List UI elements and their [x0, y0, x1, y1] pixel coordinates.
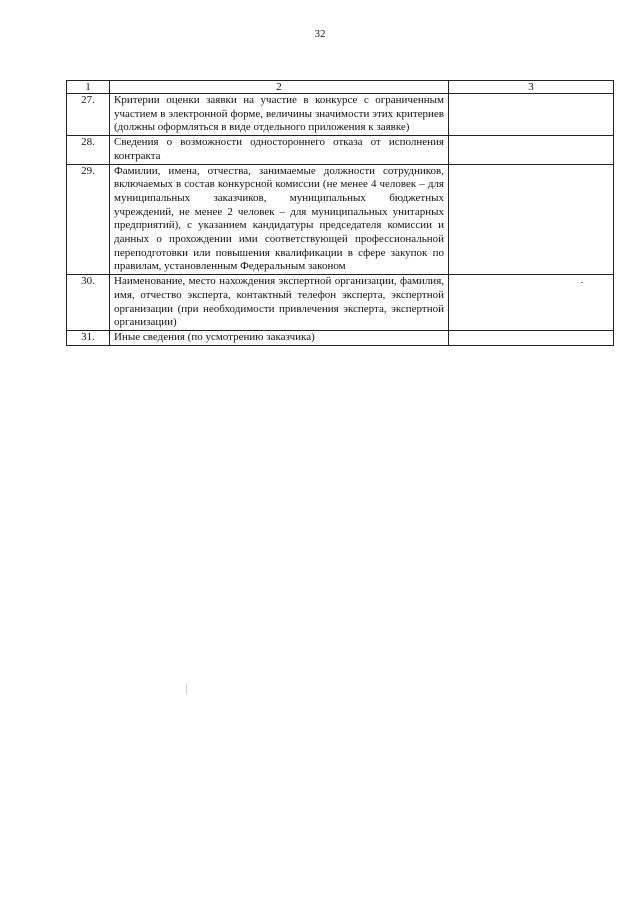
row-description: Наименование, место нахождения экспертной организации, фамилия, имя, отчество эксперта, контактный телефон эксперта, экспертной организации (при необходимости привлечения эксперта, экспертной организации) [110, 275, 449, 331]
row-description: Иные сведения (по усмотрению заказчика) [110, 330, 449, 345]
row-value-cell [449, 136, 614, 164]
table-row [67, 94, 614, 136]
row-number: 29. [67, 164, 110, 275]
table-row [67, 136, 614, 164]
row-value-cell [449, 330, 614, 345]
table-header-row [67, 81, 614, 94]
column-header-1: 1 [67, 81, 110, 94]
row-number: 28. [67, 136, 110, 164]
scan-artifact [186, 684, 187, 694]
row-description: Критерии оценки заявки на участие в конкурсе с ограниченным участием в электронной форме, величины значимости этих критериев (должны оформляться в виде отдельного приложения к заявке) [110, 94, 449, 136]
row-description: Фамилии, имена, отчества, занимаемые должности сотрудников, включаемых в состав конкурсной комиссии (не менее 4 человек – для муниципальных заказчиков, муниципальных бюджетных учреждений, не менее 2 человек – для муниципальных унитарных предприятий), с указанием кандидатуры председателя комиссии и данных о прохождении ими соответствующей профессиональной переподготовки или повышения квалификации в сфере закупок по правилам, установленным Федеральным законом [110, 164, 449, 275]
row-description: Сведения о возможности одностороннего отказа от исполнения контракта [110, 136, 449, 164]
table-row [67, 275, 614, 331]
row-value-cell [449, 164, 614, 275]
scan-speck [581, 282, 583, 283]
row-value-cell [449, 94, 614, 136]
row-value-cell [449, 275, 614, 331]
column-header-3: 3 [449, 81, 614, 94]
table-row [67, 330, 614, 345]
column-header-2: 2 [110, 81, 449, 94]
requirements-table [66, 80, 614, 346]
row-number: 30. [67, 275, 110, 331]
table-row [67, 164, 614, 275]
row-number: 27. [67, 94, 110, 136]
row-number: 31. [67, 330, 110, 345]
page-number: 32 [314, 28, 326, 40]
